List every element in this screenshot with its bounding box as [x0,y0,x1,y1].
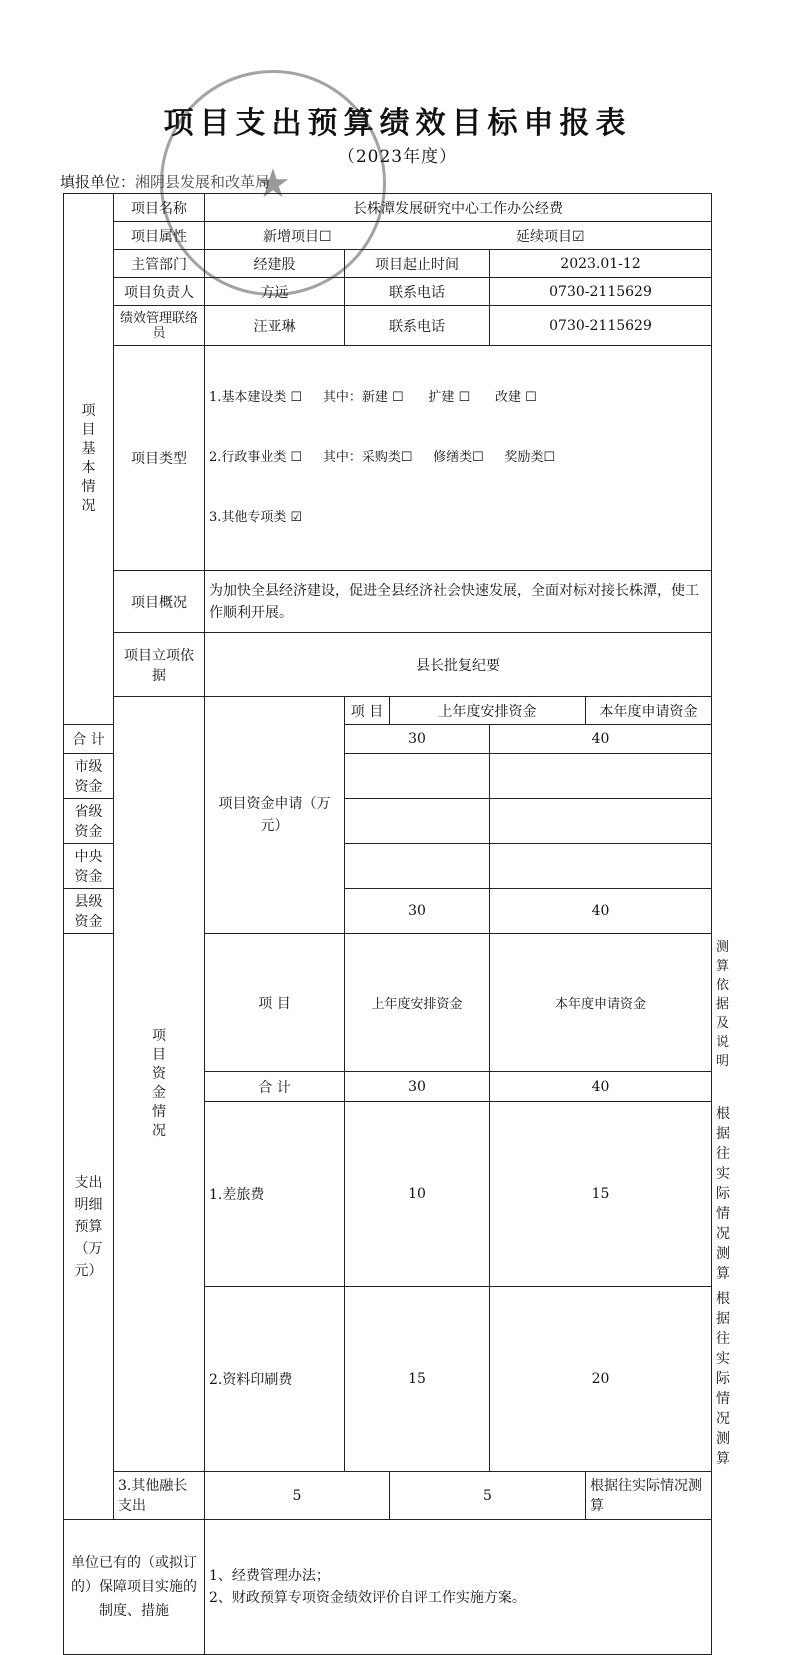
basis-value: 县长批复纪要 [205,633,712,697]
detail-row-current: 15 [490,1102,712,1287]
name-label: 项目名称 [114,194,205,222]
name-value: 长株潭发展研究中心工作办公经费 [205,194,712,222]
type-line-3: 3.其他专项类 ☑ [209,510,303,525]
apply-header-item: 项 目 [345,697,390,725]
apply-row-current: 40 [490,725,712,754]
section-basic-label: 项目基本情况 [64,194,114,725]
section-funds-label: 项目资金情况 [114,697,205,1472]
apply-row-last [345,844,490,889]
apply-row-current [490,844,712,889]
apply-header-current: 本年度申请资金 [586,697,712,725]
detail-row-last: 5 [205,1472,390,1520]
apply-row-name: 省级资金 [64,799,114,844]
attr-new: 新增项目☐ [205,222,390,250]
type-line-2: 2.行政事业类 ☐ 其中：采购类☐ 修缮类☐ 奖励类☐ [209,450,556,465]
unit-value: 湘阴县发展和改革局 [135,173,271,191]
detail-label: 支出明细预算（万元） [64,934,114,1520]
overview-label: 项目概况 [114,571,205,633]
measures-line-2: 2、财政预算专项资金绩效评价自评工作实施方案。 [209,1590,526,1606]
unit-label: 填报单位： [60,173,136,191]
perf-label: 绩效管理联络员 [114,306,205,346]
detail-header-last: 上年度安排资金 [345,934,490,1072]
owner-label: 项目负责人 [114,278,205,306]
apply-row-current [490,799,712,844]
period-value: 2023.01-12 [490,250,712,278]
perf-phone: 0730-2115629 [490,306,712,346]
detail-row-current: 40 [490,1072,712,1102]
owner-phone: 0730-2115629 [490,278,712,306]
measures-line-1: 1、经费管理办法； [209,1568,330,1584]
detail-row-last: 15 [345,1287,490,1472]
apply-row-name: 市级资金 [64,754,114,799]
owner-value: 方远 [205,278,345,306]
perf-phone-label: 联系电话 [345,306,490,346]
apply-row-current: 40 [490,889,712,934]
dept-label: 主管部门 [114,250,205,278]
type-options [205,346,712,571]
perf-value: 汪亚琳 [205,306,345,346]
page-title: 项目支出预算绩效目标申报表 [163,106,632,141]
detail-row-note: 根据往实际情况测算 [586,1472,712,1520]
detail-row-name: 3.其他融长支出 [114,1472,205,1520]
measures-content [205,1520,712,1655]
apply-header-last: 上年度安排资金 [390,697,586,725]
detail-row-name: 1.差旅费 [205,1102,345,1287]
type-line-1: 1.基本建设类 ☐ 其中：新建 ☐ 扩建 ☐ 改建 ☐ [209,390,537,405]
measures-label: 单位已有的（或拟订的）保障项目实施的制度、措施 [64,1520,205,1655]
detail-row-name: 2.资料印刷费 [205,1287,345,1472]
apply-row-name: 县级资金 [64,889,114,934]
detail-row-last: 30 [345,1072,490,1102]
detail-row-current: 20 [490,1287,712,1472]
apply-row-last: 30 [345,889,490,934]
detail-row-current: 5 [390,1472,586,1520]
apply-row-last: 30 [345,725,490,754]
apply-row-last [345,754,490,799]
apply-row-current [490,754,712,799]
seal-star-icon: ★ [255,161,291,207]
attr-continue: 延续项目☑ [390,222,712,250]
period-label: 项目起止时间 [345,250,490,278]
apply-row-name: 中央资金 [64,844,114,889]
basis-label: 项目立项依据 [114,633,205,697]
budget-form-table: 项目基本情况 项目名称 长株潭发展研究中心工作办公经费 项目属性 新增项目☐ 延续项目☑ 主管部门 经建股 项目起止时间 2023.01-12 项目负责人 方远 联系电话 0730-2115629 绩效管理联络员 汪亚琳 联系电话 0730-2115629 项目类型 1.基本建设类 ☐ 其中：新建 ☐ 扩建 ☐ 改建 ☐ 2.行政事业类 ☐ 其中：采购类☐ 修缮类☐ 奖励类☐ 3.其他专项类 ☑ 项目概况 为加快全县经济建设，促进全县经济社会快速发展，全面对标对接长株潭，使工作顺利开展。 项目立项依据 县长批复纪要 项目资金情况 项目资金申请（万元） 项 目 上年度安排资金 本年度申请资金 合 计 30 40 市级资金 省级资金 中央资金 县级资金 30 40 支出明细预算（万元） 项 目 上年度安排资金 本年度申请资金 测算依据及说明 合 计 30 40 1.差旅费 10 15 根据往实际情况测算 2.资料印刷费 15 20 根据往实际情况测算 3.其他融长支出 5 5 根据往实际情况测算 单位已有的（或拟订的）保障项目实施的制度、措施 1、经费管理办法； 2、财政预算专项资金绩效评价自评工作实施方案。 [63,193,712,1655]
owner-phone-label: 联系电话 [345,278,490,306]
detail-header-item: 项 目 [205,934,345,1072]
dept-value: 经建股 [205,250,345,278]
attr-label: 项目属性 [114,222,205,250]
overview-value: 为加快全县经济建设，促进全县经济社会快速发展，全面对标对接长株潭，使工作顺利开展。 [205,571,712,633]
year-subtitle: （2023年度） [337,147,458,167]
apply-row-last [345,799,490,844]
detail-row-name: 合 计 [205,1072,345,1102]
type-label: 项目类型 [114,346,205,571]
detail-header-current: 本年度申请资金 [490,934,712,1072]
detail-row-last: 10 [345,1102,490,1287]
apply-row-name: 合 计 [64,725,114,754]
apply-label: 项目资金申请（万元） [205,697,345,934]
